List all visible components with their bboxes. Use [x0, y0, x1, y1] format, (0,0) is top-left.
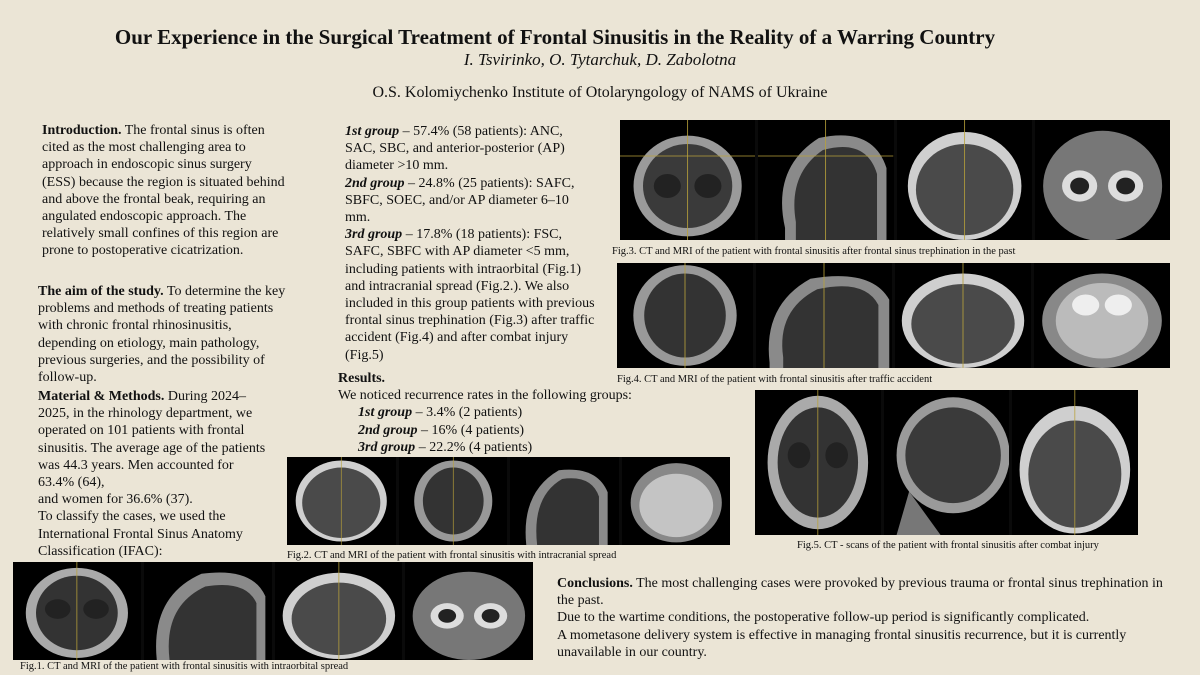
- conclusions-section: [557, 575, 1172, 661]
- fig1-mri: [405, 562, 533, 660]
- conclusions-line-2: Due to the wartime conditions, the postoperative follow-up period is significantly complicated.: [557, 610, 1090, 626]
- results-heading: Results.: [338, 371, 386, 386]
- fig5-ct-coronal: [755, 390, 881, 535]
- conclusions-heading: Conclusions.: [557, 576, 633, 591]
- figure-3-caption: Fig.3. CT and MRI of the patient with frontal sinusitis after frontal sinus trephination in the past: [612, 246, 1016, 257]
- group-2-label: 2nd group: [345, 175, 405, 191]
- fig1-ct-axial: [275, 562, 403, 660]
- result-3-label: 3rd group: [358, 439, 416, 455]
- group-1-text: – 57.4% (58 patients): ANC, SAC, SBC, and anterior-posterior (AP) diameter >10 mm.: [345, 124, 565, 174]
- methods-text: During 2024–2025, in the rhinology department, we operated on 101 patients with frontal sinusitis. The average age of the patients was 44.3 years. Men accounted for 63.4% (64),: [38, 389, 266, 491]
- figure-3-images: [620, 120, 1170, 240]
- group-1-label: 1st group: [345, 124, 400, 139]
- fig3-ct-axial: [897, 120, 1032, 240]
- poster-affiliation: O.S. Kolomiychenko Institute of Otolaryngology of NAMS of Ukraine: [372, 84, 828, 101]
- group-3-label: 3rd group: [345, 227, 403, 243]
- aim-section: [38, 283, 288, 386]
- poster-title: Our Experience in the Surgical Treatment of Frontal Sinusitis in the Reality of a Warring Country: [114, 25, 996, 49]
- fig4-ct-sagittal: [756, 263, 892, 368]
- fig1-ct-sagittal: [144, 562, 272, 660]
- fig2-ct-axial: [287, 457, 396, 545]
- result-1: [338, 405, 522, 420]
- methods-heading: Material & Methods.: [38, 389, 165, 404]
- fig2-ct-sagittal: [510, 457, 619, 545]
- fig4-mri: [1034, 263, 1170, 368]
- figure-1-images: [13, 562, 533, 660]
- group-1: [345, 123, 595, 175]
- result-3-text: – 22.2% (4 patients): [415, 439, 533, 455]
- introduction-section: [42, 122, 287, 260]
- fig3-ct-coronal: [620, 120, 755, 240]
- methods-section: [38, 388, 270, 560]
- figure-4-caption: Fig.4. CT and MRI of the patient with frontal sinusitis after traffic accident: [617, 374, 933, 385]
- fig5-ct-axial: [1012, 390, 1138, 535]
- group-2-text: – 24.8% (25 patients): SAFC, SBFC, SOEC, and/or AP diameter 6–10 mm.: [345, 175, 575, 226]
- groups-section: [345, 123, 595, 364]
- result-2-text: – 16% (4 patients): [417, 422, 525, 438]
- results-intro: We noticed recurrence rates in the following groups:: [338, 388, 632, 404]
- fig4-ct-axial: [895, 263, 1031, 368]
- result-1-text: – 3.4% (2 patients): [412, 405, 523, 421]
- fig2-mri: [622, 457, 731, 545]
- methods-women: and women for 36.6% (37).: [38, 492, 193, 508]
- fig1-ct-coronal: [13, 562, 141, 660]
- figure-1-caption: Fig.1. CT and MRI of the patient with frontal sinusitis with intraorbital spread: [20, 661, 349, 672]
- aim-heading: The aim of the study.: [38, 284, 164, 299]
- result-1-label: 1st group: [358, 405, 413, 421]
- result-2-label: 2nd group: [358, 422, 418, 438]
- figure-5-caption: Fig.5. CT - scans of the patient with frontal sinusitis after combat injury: [797, 540, 1099, 551]
- poster-authors: I. Tsvirinko, O. Tytarchuk, D. Zabolotna: [463, 50, 737, 69]
- group-3-text: – 17.8% (18 patients): FSC, SAFC, SBFC with AP diameter <5 mm, including patients with intraorbital (Fig.1) and intracranial spread (Fig.2.). We also included in this group patients with previous frontal sinus trephination (Fig.3) after traffic accident (Fig.4) and after combat injury (Fig.5): [345, 227, 595, 363]
- figure-4-images: [617, 263, 1170, 368]
- group-2: [345, 175, 595, 227]
- conclusions-line-1: The most challenging cases were provoked by previous trauma or frontal sinus trephination in the past.: [557, 576, 1163, 609]
- figure-5-images: [755, 390, 1138, 535]
- result-2: [338, 423, 524, 438]
- fig2-ct-coronal: [399, 457, 508, 545]
- figure-2-images: [287, 457, 730, 545]
- figure-2-caption: Fig.2. CT and MRI of the patient with frontal sinusitis with intracranial spread: [287, 550, 617, 561]
- conclusions-line-3: A mometasone delivery system is effective in managing frontal sinusitis recurrence, but it is currently unavailable in our country.: [557, 627, 1127, 660]
- introduction-text: The frontal sinus is often cited as the most challenging area to approach in endoscopic sinus surgery (ESS) because the region is situated behind and above the frontal beak, requiring an angulated endoscopic approach. The relatively small confines of this region are prone to postoperative cicatrization.: [42, 123, 285, 259]
- group-3: [345, 226, 595, 364]
- result-3: [338, 440, 532, 455]
- aim-text: To determine the key problems and methods of treating patients with chronic frontal rhinosinusitis, depending on etiology, main pathology, previous surgeries, and the possibility of follow-up.: [38, 284, 286, 386]
- methods-classify: To classify the cases, we used the International Frontal Sinus Anatomy Classification (IFAC):: [38, 509, 243, 559]
- fig4-ct-coronal: [617, 263, 753, 368]
- fig3-mri: [1035, 120, 1170, 240]
- fig3-ct-sagittal: [758, 120, 893, 240]
- introduction-heading: Introduction.: [42, 123, 122, 138]
- fig5-ct-sagittal: [884, 390, 1010, 535]
